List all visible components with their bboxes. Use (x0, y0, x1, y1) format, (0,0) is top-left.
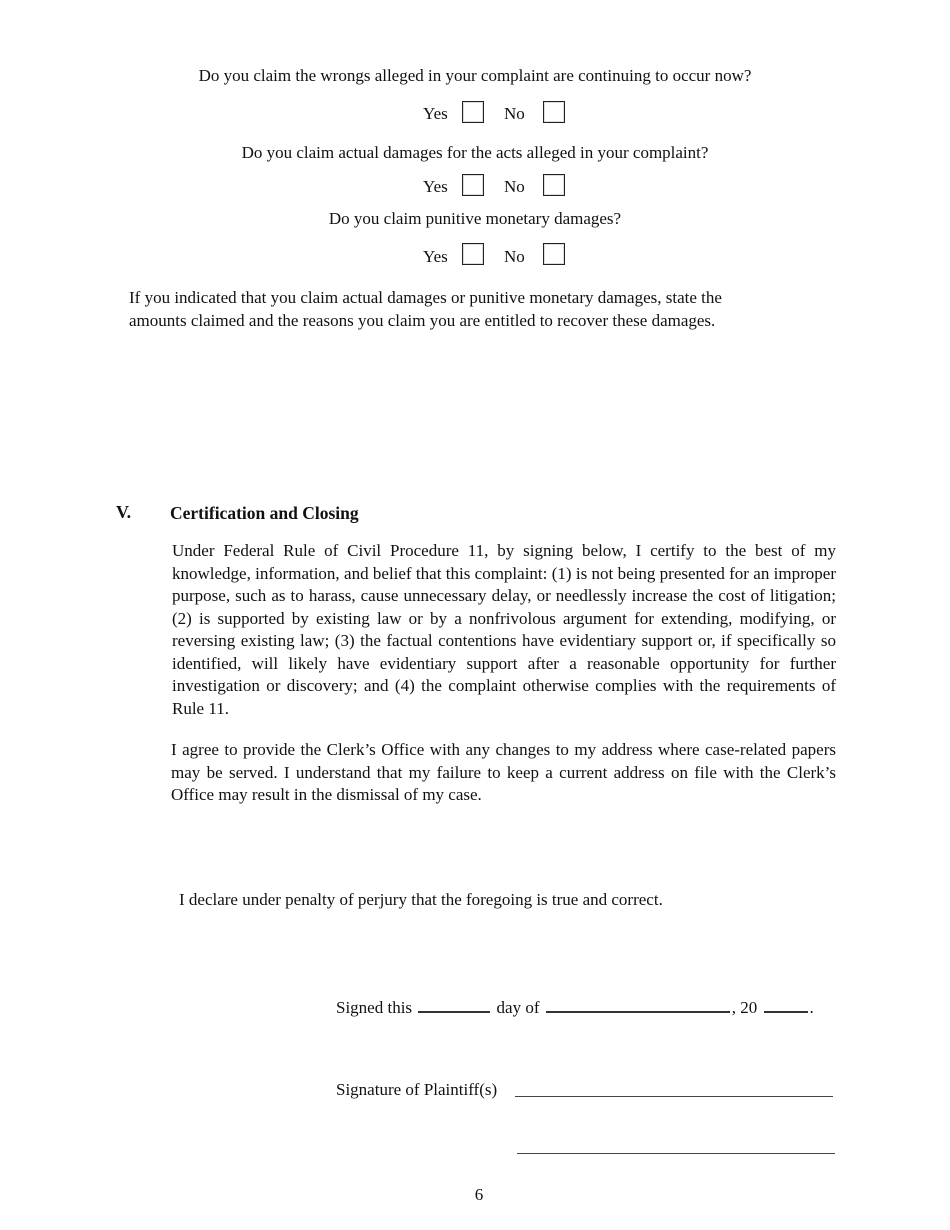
section-number: V. (116, 502, 132, 522)
signed-this-label: Signed this (336, 998, 413, 1017)
day-of-label: day of (496, 998, 540, 1017)
section-title: Certification and Closing (170, 503, 359, 523)
signed-date-line (336, 997, 814, 1020)
damages-prompt-line-2: amounts claimed and the reasons you claim you are entitled to recover these damages. (129, 310, 716, 330)
question-punitive-damages: Do you claim punitive monetary damages? (328, 209, 622, 228)
second-signature-line[interactable] (517, 1153, 835, 1154)
yes-label: Yes (423, 247, 448, 266)
yes-label: Yes (423, 177, 448, 196)
damages-prompt (129, 287, 849, 332)
actual-damages-yes-checkbox[interactable] (462, 174, 484, 196)
address-paragraph: I agree to provide the Clerk’s Office with any changes to my address where case-related papers may be served. I understand that my failure to keep a current address on file with the Clerk’s Office may result in the dismissal of my case. (171, 740, 836, 804)
month-blank[interactable] (546, 997, 730, 1013)
year-prefix-label: , 20 (731, 998, 758, 1017)
year-blank[interactable] (764, 997, 808, 1013)
certification-paragraph: Under Federal Rule of Civil Procedure 11, by signing below, I certify to the best of my knowledge, information, and belief that this complaint: (1) is not being presented for an improper purpose, such as to harass, cause unnecessary delay, or needlessly increase the cost of litigation; (2) is supported by existing law or by a nonfrivolous argument for extending, modifying, or reversing existing law; (3) the factual contentions have evidentiary support or, if specifically so identified, will likely have evidentiary support after a reasonable opportunity for further investigation or discovery; and (4) the complaint otherwise complies with the requirements of Rule 11. (172, 541, 836, 718)
actual-damages-no-checkbox[interactable] (543, 174, 565, 196)
day-blank[interactable] (418, 997, 490, 1013)
yes-label: Yes (423, 104, 448, 123)
question-actual-damages: Do you claim actual damages for the acts alleged in your complaint? (241, 143, 709, 162)
continuing-wrongs-yes-checkbox[interactable] (462, 101, 484, 123)
page-number: 6 (474, 1185, 484, 1204)
no-label: No (504, 177, 525, 196)
signature-line[interactable] (515, 1096, 833, 1097)
perjury-declaration: I declare under penalty of perjury that the foregoing is true and correct. (179, 890, 663, 909)
no-label: No (504, 247, 525, 266)
no-label: No (504, 104, 525, 123)
damages-prompt-line-1: If you indicated that you claim actual damages or punitive monetary damages, state the (129, 288, 722, 307)
punitive-damages-yes-checkbox[interactable] (462, 243, 484, 265)
continuing-wrongs-no-checkbox[interactable] (543, 101, 565, 123)
signed-line-end: . (809, 998, 814, 1017)
punitive-damages-no-checkbox[interactable] (543, 243, 565, 265)
signature-label: Signature of Plaintiff(s) (336, 1080, 498, 1099)
question-continuing-wrongs: Do you claim the wrongs alleged in your complaint are continuing to occur now? (198, 66, 752, 85)
